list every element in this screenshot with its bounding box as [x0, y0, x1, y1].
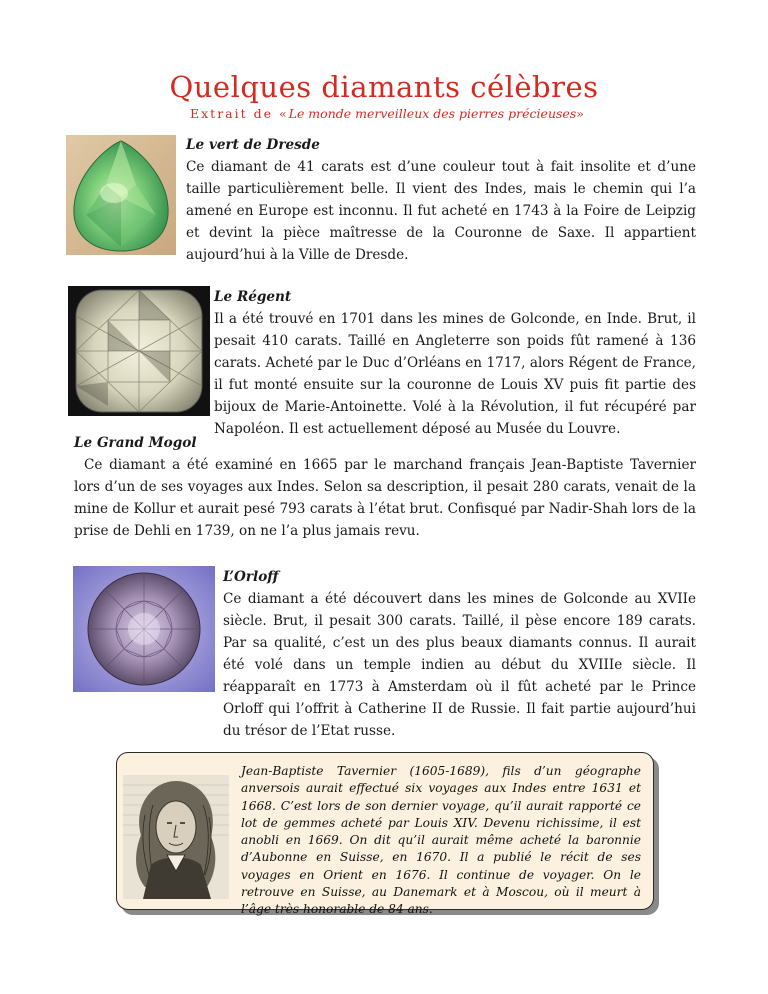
subtitle-suffix: » — [576, 106, 586, 121]
subtitle — [190, 106, 586, 121]
green-diamond-image — [66, 135, 176, 255]
diamond-heading: Le Grand Mogol — [74, 435, 197, 451]
orloff-diamond-image — [73, 566, 215, 692]
diamond-heading: L’Orloff — [223, 569, 279, 585]
diamond-heading: Le Régent — [214, 289, 292, 305]
diamond-orloff — [223, 566, 696, 742]
tavernier-note-text: Jean-Baptiste Tavernier (1605-1689), fils d’un géographe anversois aurait effectué six voyages aux Indes entre 1631 et 1668. C’est lors de son dernier voyage, qu’il aurait rapporté ce lot de gemmes acheté par Louis XIV. Devenu richissime, il est anobli en 1669. On dit qu’il aurait même acheté la baronnie d’Aubonne en Suisse, en 1670. Il a publié le récit de ses voyages en Orient en 1676. Il continue de voyager. On le retrouve en Suisse, au Danemark et à Moscou, où il meurt à l’âge très honorable de 84 ans. — [241, 764, 641, 917]
subtitle-prefix: Extrait de « — [190, 106, 289, 121]
subtitle-book-title: Le monde merveilleux des pierres précieuses — [288, 106, 577, 121]
diamond-description: Ce diamant de 41 carats est d’une couleur tout à fait insolite et d’une taille particulièrement belle. Il vient des Indes, mais le chemin qui l’a amené en Europe est inconnu. Il fut acheté en 1743 à la Foire de Leipzig et devint la pièce maîtresse de la Couronne de Saxe. Il appartient aujourd’hui à la Ville de Dresde. — [186, 159, 696, 263]
diamond-description: Il a été trouvé en 1701 dans les mines de Golconde, en Inde. Brut, il pesait 410 carats. Taillé en Angleterre son poids fût ramené à 136 carats. Acheté par le Duc d’Orléans en 1717, alors Régent de France, il fut monté ensuite sur la couronne de Louis XV puis fit partie des bijoux de Marie-Antoinette. Volé à la Révolution, il fut récupéré par Napoléon. Il est actuellement déposé au Musée du Louvre. — [214, 311, 696, 437]
diamond-le-grand-mogol — [74, 432, 696, 542]
diamond-description: Ce diamant a été examiné en 1665 par le marchand français Jean-Baptiste Tavernier lors d’un de ses voyages aux Indes. Selon sa description, il pesait 280 carats, venait de la mine de Kollur et aurait pesé 793 carats à l’état brut. Confisqué par Nadir-Shah lors de la prise de Dehli en 1739, on ne l’a plus jamais revu. — [74, 457, 696, 539]
diamond-le-regent — [214, 286, 696, 440]
diamond-vert-de-dresde — [186, 134, 696, 266]
diamond-description: Ce diamant a été découvert dans les mines de Golconde au XVIIe siècle. Brut, il pesait 300 carats. Taillé, il pèse encore 189 carats. Par sa qualité, c’est un des plus beaux diamants connus. Il aurait été volé dans un temple indien au début du XVIIIe siècle. Il réapparaît en 1773 à Amsterdam où il fût acheté par le Prince Orloff qui l’offrit à Catherine II de Russie. Il fait partie aujourd’hui du trésor de l’Etat russe. — [223, 591, 696, 739]
page-title: Quelques diamants célèbres — [169, 70, 599, 104]
tavernier-note-box — [116, 752, 654, 917]
regent-diamond-image — [68, 286, 210, 416]
diamond-heading: Le vert de Dresde — [186, 137, 320, 153]
tavernier-portrait — [123, 775, 229, 899]
